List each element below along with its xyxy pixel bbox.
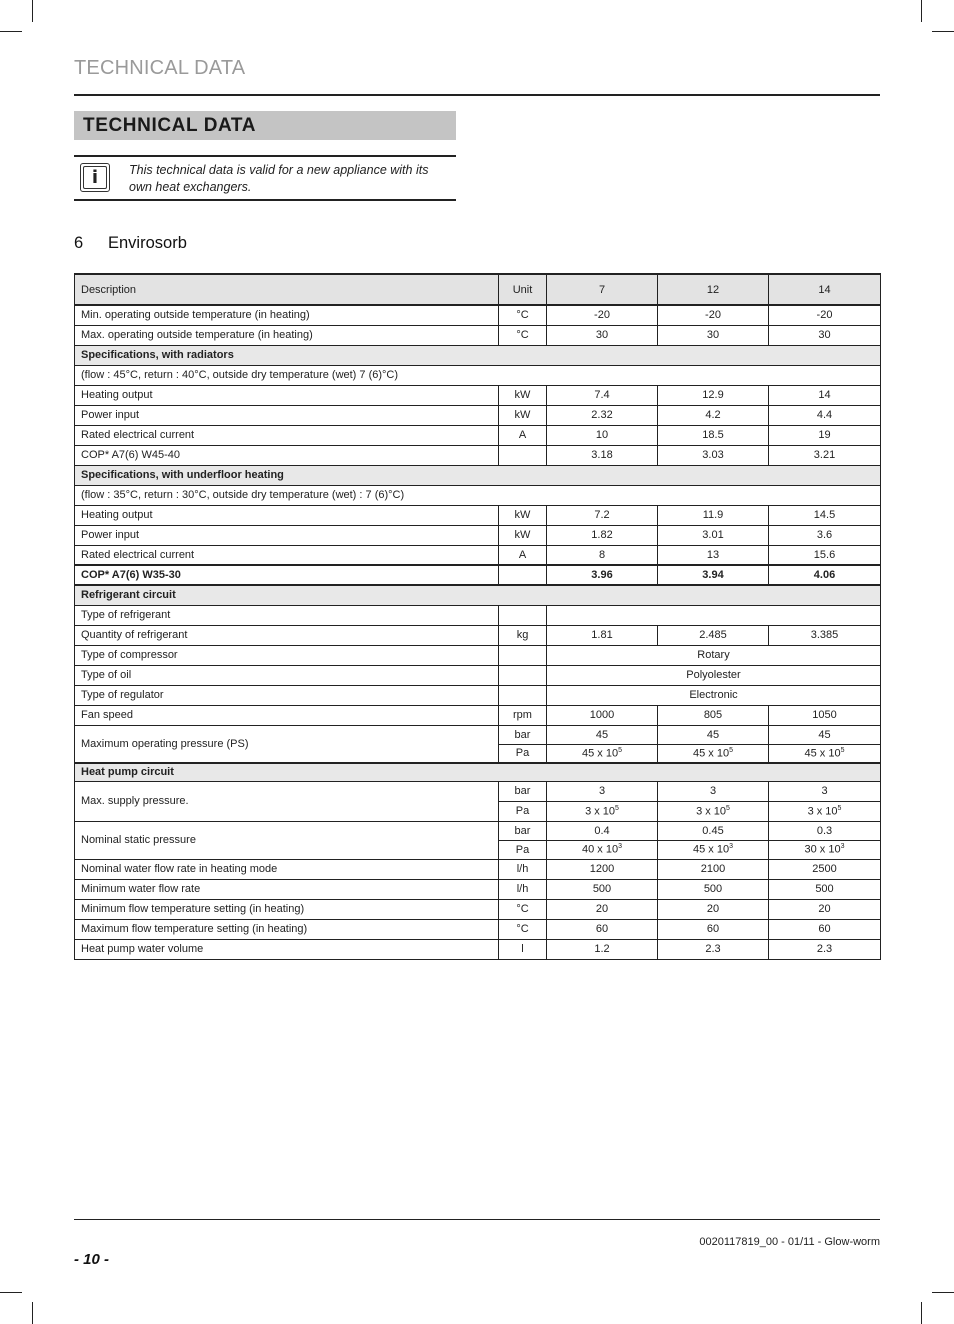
row-unit bbox=[499, 445, 547, 465]
row-unit bbox=[499, 665, 547, 685]
value-exponent: 5 bbox=[840, 746, 845, 754]
row-value: 2500 bbox=[769, 859, 881, 879]
row-value: 7.2 bbox=[547, 505, 658, 525]
row-unit: A bbox=[499, 425, 547, 445]
row-value: 12.9 bbox=[658, 385, 769, 405]
row-value: 18.5 bbox=[658, 425, 769, 445]
row-value: 4.06 bbox=[769, 565, 881, 585]
row-unit bbox=[499, 685, 547, 705]
crop-mark bbox=[32, 0, 33, 22]
info-icon-glyph: i bbox=[83, 166, 107, 189]
row-unit bbox=[499, 565, 547, 585]
value-base: 45 x 10 bbox=[693, 747, 730, 760]
table-row bbox=[75, 605, 881, 625]
row-value bbox=[547, 801, 658, 821]
row-value: 20 bbox=[769, 899, 881, 919]
table-row bbox=[75, 685, 881, 705]
row-value: 805 bbox=[658, 705, 769, 725]
table-row bbox=[75, 725, 881, 744]
row-label: Max. operating outside temperature (in heating) bbox=[75, 325, 499, 345]
value-exponent: 5 bbox=[615, 804, 619, 812]
value-exponent: 3 bbox=[729, 843, 733, 851]
crop-mark bbox=[932, 31, 954, 32]
row-unit: kW bbox=[499, 505, 547, 525]
row-label: Rated electrical current bbox=[75, 425, 499, 445]
table-header-row bbox=[75, 274, 881, 305]
row-unit: rpm bbox=[499, 705, 547, 725]
header-model: 12 bbox=[658, 274, 769, 305]
row-label: Rated electrical current bbox=[75, 545, 499, 565]
row-value bbox=[547, 840, 658, 859]
row-value bbox=[769, 801, 881, 821]
value-base: 30 x 10 bbox=[804, 843, 841, 856]
row-value: 45 bbox=[769, 725, 881, 744]
table-row bbox=[75, 645, 881, 665]
row-value bbox=[769, 744, 881, 763]
row-label: Type of refrigerant bbox=[75, 605, 499, 625]
value-base: 40 x 10 bbox=[582, 843, 619, 856]
row-value: 60 bbox=[658, 919, 769, 939]
row-value: 60 bbox=[547, 919, 658, 939]
row-value: 45 bbox=[547, 725, 658, 744]
running-head: TECHNICAL DATA bbox=[74, 57, 246, 79]
table-row bbox=[75, 505, 881, 525]
row-value: 3.96 bbox=[547, 565, 658, 585]
row-value: 30 bbox=[547, 325, 658, 345]
row-value: 2.32 bbox=[547, 405, 658, 425]
table-row bbox=[75, 919, 881, 939]
row-label: COP* A7(6) W45-40 bbox=[75, 445, 499, 465]
row-value: -20 bbox=[769, 305, 881, 325]
row-unit: bar bbox=[499, 781, 547, 801]
row-value: 500 bbox=[547, 879, 658, 899]
row-label: Nominal static pressure bbox=[75, 821, 499, 859]
row-unit: A bbox=[499, 545, 547, 565]
value-base: 45 x 10 bbox=[804, 747, 841, 760]
chapter-number: 6 bbox=[74, 234, 84, 252]
row-unit: bar bbox=[499, 725, 547, 744]
crop-mark bbox=[0, 31, 22, 32]
row-value: 2.3 bbox=[658, 939, 769, 959]
row-value: 1.81 bbox=[547, 625, 658, 645]
row-label: Heating output bbox=[75, 505, 499, 525]
section-row-title: Heat pump circuit bbox=[75, 763, 881, 781]
value-exponent: 5 bbox=[618, 746, 622, 754]
table-row bbox=[75, 325, 881, 345]
row-value: Electronic bbox=[547, 685, 881, 705]
row-unit: l/h bbox=[499, 879, 547, 899]
conditions-text: (flow : 45°C, return : 40°C, outside dry temperature (wet) 7 (6)°C) bbox=[75, 365, 881, 385]
table-row bbox=[75, 821, 881, 840]
row-value: 15.6 bbox=[769, 545, 881, 565]
row-value: 0.4 bbox=[547, 821, 658, 840]
row-unit: l bbox=[499, 939, 547, 959]
row-value: 30 bbox=[658, 325, 769, 345]
header-description: Description bbox=[75, 274, 499, 305]
row-value: 1200 bbox=[547, 859, 658, 879]
row-label: COP* A7(6) W35-30 bbox=[75, 565, 499, 585]
row-unit: kW bbox=[499, 525, 547, 545]
row-unit bbox=[499, 645, 547, 665]
row-value: 3.03 bbox=[658, 445, 769, 465]
section-row bbox=[75, 585, 881, 605]
row-label: Nominal water flow rate in heating mode bbox=[75, 859, 499, 879]
row-label: Heating output bbox=[75, 385, 499, 405]
row-value bbox=[547, 605, 881, 625]
row-value: 13 bbox=[658, 545, 769, 565]
conditions-text: (flow : 35°C, return : 30°C, outside dry temperature (wet) : 7 (6)°C) bbox=[75, 485, 881, 505]
row-label: Heat pump water volume bbox=[75, 939, 499, 959]
section-title: TECHNICAL DATA bbox=[74, 111, 456, 140]
row-value: 14 bbox=[769, 385, 881, 405]
crop-mark bbox=[932, 1292, 954, 1293]
row-unit: °C bbox=[499, 899, 547, 919]
chapter-heading bbox=[74, 234, 187, 253]
row-value: 0.45 bbox=[658, 821, 769, 840]
crop-mark bbox=[32, 1302, 33, 1324]
row-value: 20 bbox=[547, 899, 658, 919]
chapter-title: Envirosorb bbox=[108, 234, 187, 252]
row-value: 3 bbox=[658, 781, 769, 801]
conditions-row bbox=[75, 485, 881, 505]
page-number: - 10 - bbox=[74, 1251, 110, 1268]
row-unit: l/h bbox=[499, 859, 547, 879]
info-icon bbox=[80, 163, 110, 192]
value-exponent: 5 bbox=[729, 746, 733, 754]
table-row bbox=[75, 899, 881, 919]
table-row bbox=[75, 445, 881, 465]
row-label: Type of compressor bbox=[75, 645, 499, 665]
row-value: 20 bbox=[658, 899, 769, 919]
table-row bbox=[75, 565, 881, 585]
row-value: 3.18 bbox=[547, 445, 658, 465]
row-label: Fan speed bbox=[75, 705, 499, 725]
table-row bbox=[75, 385, 881, 405]
table-row bbox=[75, 525, 881, 545]
row-value: 2.485 bbox=[658, 625, 769, 645]
row-unit: kW bbox=[499, 405, 547, 425]
section-row-title: Specifications, with radiators bbox=[75, 345, 881, 365]
row-label: Power input bbox=[75, 405, 499, 425]
row-value: 4.2 bbox=[658, 405, 769, 425]
header-model: 14 bbox=[769, 274, 881, 305]
table-row bbox=[75, 305, 881, 325]
row-label: Maximum flow temperature setting (in heating) bbox=[75, 919, 499, 939]
row-unit: °C bbox=[499, 919, 547, 939]
row-unit bbox=[499, 605, 547, 625]
row-value: 1000 bbox=[547, 705, 658, 725]
row-value: Rotary bbox=[547, 645, 881, 665]
value-base: 3 x 10 bbox=[585, 805, 616, 818]
row-value: 10 bbox=[547, 425, 658, 445]
value-base: 3 x 10 bbox=[807, 805, 838, 818]
table-row bbox=[75, 879, 881, 899]
row-value: 2100 bbox=[658, 859, 769, 879]
footer-rule bbox=[74, 1219, 880, 1220]
section-row-title: Specifications, with underfloor heating bbox=[75, 465, 881, 485]
table-row bbox=[75, 705, 881, 725]
header-rule bbox=[74, 94, 880, 96]
row-value: 0.3 bbox=[769, 821, 881, 840]
crop-mark bbox=[921, 1302, 922, 1324]
value-base: 45 x 10 bbox=[582, 747, 619, 760]
row-unit: kg bbox=[499, 625, 547, 645]
row-value: -20 bbox=[547, 305, 658, 325]
header-unit: Unit bbox=[499, 274, 547, 305]
row-unit: Pa bbox=[499, 840, 547, 859]
conditions-row bbox=[75, 365, 881, 385]
table-row bbox=[75, 545, 881, 565]
row-value: 2.3 bbox=[769, 939, 881, 959]
note-text bbox=[129, 162, 449, 196]
row-value bbox=[658, 801, 769, 821]
row-label: Minimum water flow rate bbox=[75, 879, 499, 899]
row-label: Maximum operating pressure (PS) bbox=[75, 725, 499, 763]
table-row bbox=[75, 405, 881, 425]
row-label: Min. operating outside temperature (in heating) bbox=[75, 305, 499, 325]
value-base: 45 x 10 bbox=[693, 843, 730, 856]
section-row-title: Refrigerant circuit bbox=[75, 585, 881, 605]
row-value: 1.2 bbox=[547, 939, 658, 959]
table-row bbox=[75, 665, 881, 685]
value-exponent: 5 bbox=[837, 804, 842, 812]
row-value: 3.01 bbox=[658, 525, 769, 545]
row-label: Power input bbox=[75, 525, 499, 545]
row-label: Type of regulator bbox=[75, 685, 499, 705]
note-line: own heat exchangers. bbox=[129, 180, 252, 194]
section-row bbox=[75, 345, 881, 365]
crop-mark bbox=[0, 1292, 22, 1293]
row-unit: Pa bbox=[499, 801, 547, 821]
row-value: 3.6 bbox=[769, 525, 881, 545]
row-value: 4.4 bbox=[769, 405, 881, 425]
section-row bbox=[75, 763, 881, 781]
row-value: 60 bbox=[769, 919, 881, 939]
section-row bbox=[75, 465, 881, 485]
row-value bbox=[769, 840, 881, 859]
row-label: Quantity of refrigerant bbox=[75, 625, 499, 645]
row-value: 3 bbox=[769, 781, 881, 801]
table-row bbox=[75, 939, 881, 959]
crop-mark bbox=[921, 0, 922, 22]
row-value: 30 bbox=[769, 325, 881, 345]
row-value: 3.385 bbox=[769, 625, 881, 645]
row-value: 500 bbox=[769, 879, 881, 899]
row-value: 3.94 bbox=[658, 565, 769, 585]
row-label: Minimum flow temperature setting (in heating) bbox=[75, 899, 499, 919]
value-exponent: 5 bbox=[726, 804, 730, 812]
row-value bbox=[658, 840, 769, 859]
row-unit: bar bbox=[499, 821, 547, 840]
value-exponent: 3 bbox=[840, 843, 845, 851]
row-value: 19 bbox=[769, 425, 881, 445]
row-value: 500 bbox=[658, 879, 769, 899]
header-model: 7 bbox=[547, 274, 658, 305]
table-row bbox=[75, 859, 881, 879]
row-value: 45 bbox=[658, 725, 769, 744]
table-row bbox=[75, 781, 881, 801]
row-value: 11.9 bbox=[658, 505, 769, 525]
row-value bbox=[658, 744, 769, 763]
note-line: This technical data is valid for a new appliance with its bbox=[129, 163, 429, 177]
value-base: 3 x 10 bbox=[696, 805, 727, 818]
row-unit: °C bbox=[499, 325, 547, 345]
row-value: 8 bbox=[547, 545, 658, 565]
row-unit: °C bbox=[499, 305, 547, 325]
row-value: Polyolester bbox=[547, 665, 881, 685]
row-value: 14.5 bbox=[769, 505, 881, 525]
row-label: Max. supply pressure. bbox=[75, 781, 499, 821]
footer-reference: 0020117819_00 - 01/11 - Glow-worm bbox=[699, 1236, 880, 1248]
row-value: 3.21 bbox=[769, 445, 881, 465]
row-value: 1.82 bbox=[547, 525, 658, 545]
value-exponent: 3 bbox=[618, 843, 622, 851]
row-unit: kW bbox=[499, 385, 547, 405]
table-row bbox=[75, 625, 881, 645]
row-value: 3 bbox=[547, 781, 658, 801]
technical-data-table bbox=[74, 273, 881, 960]
row-label: Type of oil bbox=[75, 665, 499, 685]
row-value: 7.4 bbox=[547, 385, 658, 405]
row-value: 1050 bbox=[769, 705, 881, 725]
row-value bbox=[547, 744, 658, 763]
table-row bbox=[75, 425, 881, 445]
row-value: -20 bbox=[658, 305, 769, 325]
row-unit: Pa bbox=[499, 744, 547, 763]
info-note bbox=[74, 155, 456, 201]
